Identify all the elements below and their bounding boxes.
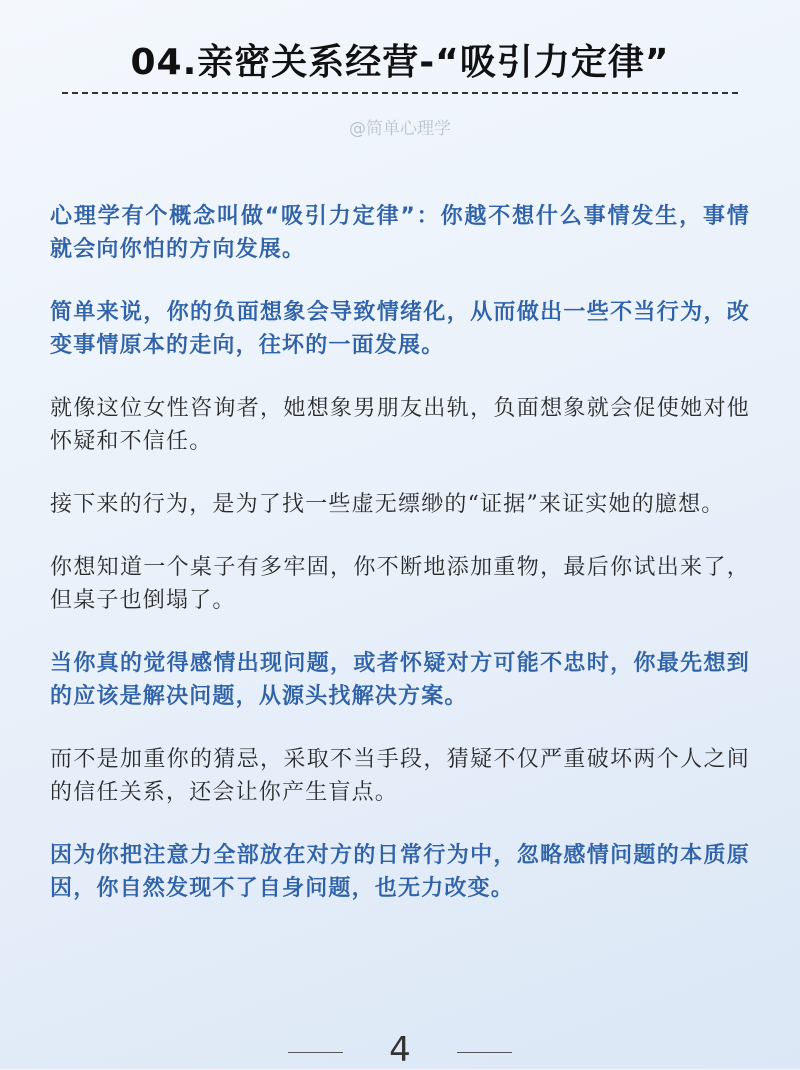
- footer-rule-left: [288, 1052, 343, 1053]
- page-title: 04.亲密关系经营-“吸引力定律”: [130, 42, 670, 83]
- paragraph-body: 就像这位女性咨询者，她想象男朋友出轨，负面想象就会促使她对他怀疑和不信任。: [50, 396, 750, 454]
- paragraph-emphasis: 当你真的觉得感情出现问题，或者怀疑对方可能不忠时，你最先想到的应该是解决问题，从源头找解决方案。: [50, 651, 750, 709]
- paragraph-body: 接下来的行为，是为了找一些虚无缥缈的“证据”来证实她的臆想。: [50, 492, 725, 517]
- paragraph-emphasis: 简单来说，你的负面想象会导致情绪化，从而做出一些不当行为，改变事情原本的走向，往坏的一面发展。: [50, 300, 750, 358]
- title-divider: [62, 92, 738, 94]
- watermark: @简单心理学: [349, 119, 451, 139]
- paragraph-emphasis: 因为你把注意力全部放在对方的日常行为中，忽略感情问题的本质原因，你自然发现不了自身问题，也无力改变。: [50, 843, 750, 901]
- page-number: 4: [389, 1030, 411, 1070]
- footer-rule-right: [457, 1052, 512, 1053]
- paragraph-emphasis: 心理学有个概念叫做“吸引力定律”：你越不想什么事情发生，事情就会向你怕的方向发展。: [50, 204, 750, 262]
- paragraph-body: 你想知道一个桌子有多牢固，你不断地添加重物，最后你试出来了，但桌子也倒塌了。: [50, 555, 750, 613]
- page-footer: [0, 1030, 800, 1070]
- article-body: [50, 200, 750, 935]
- paragraph-body: 而不是加重你的猜忌，采取不当手段，猜疑不仅严重破坏两个人之间的信任关系，还会让你产生盲点。: [50, 747, 750, 805]
